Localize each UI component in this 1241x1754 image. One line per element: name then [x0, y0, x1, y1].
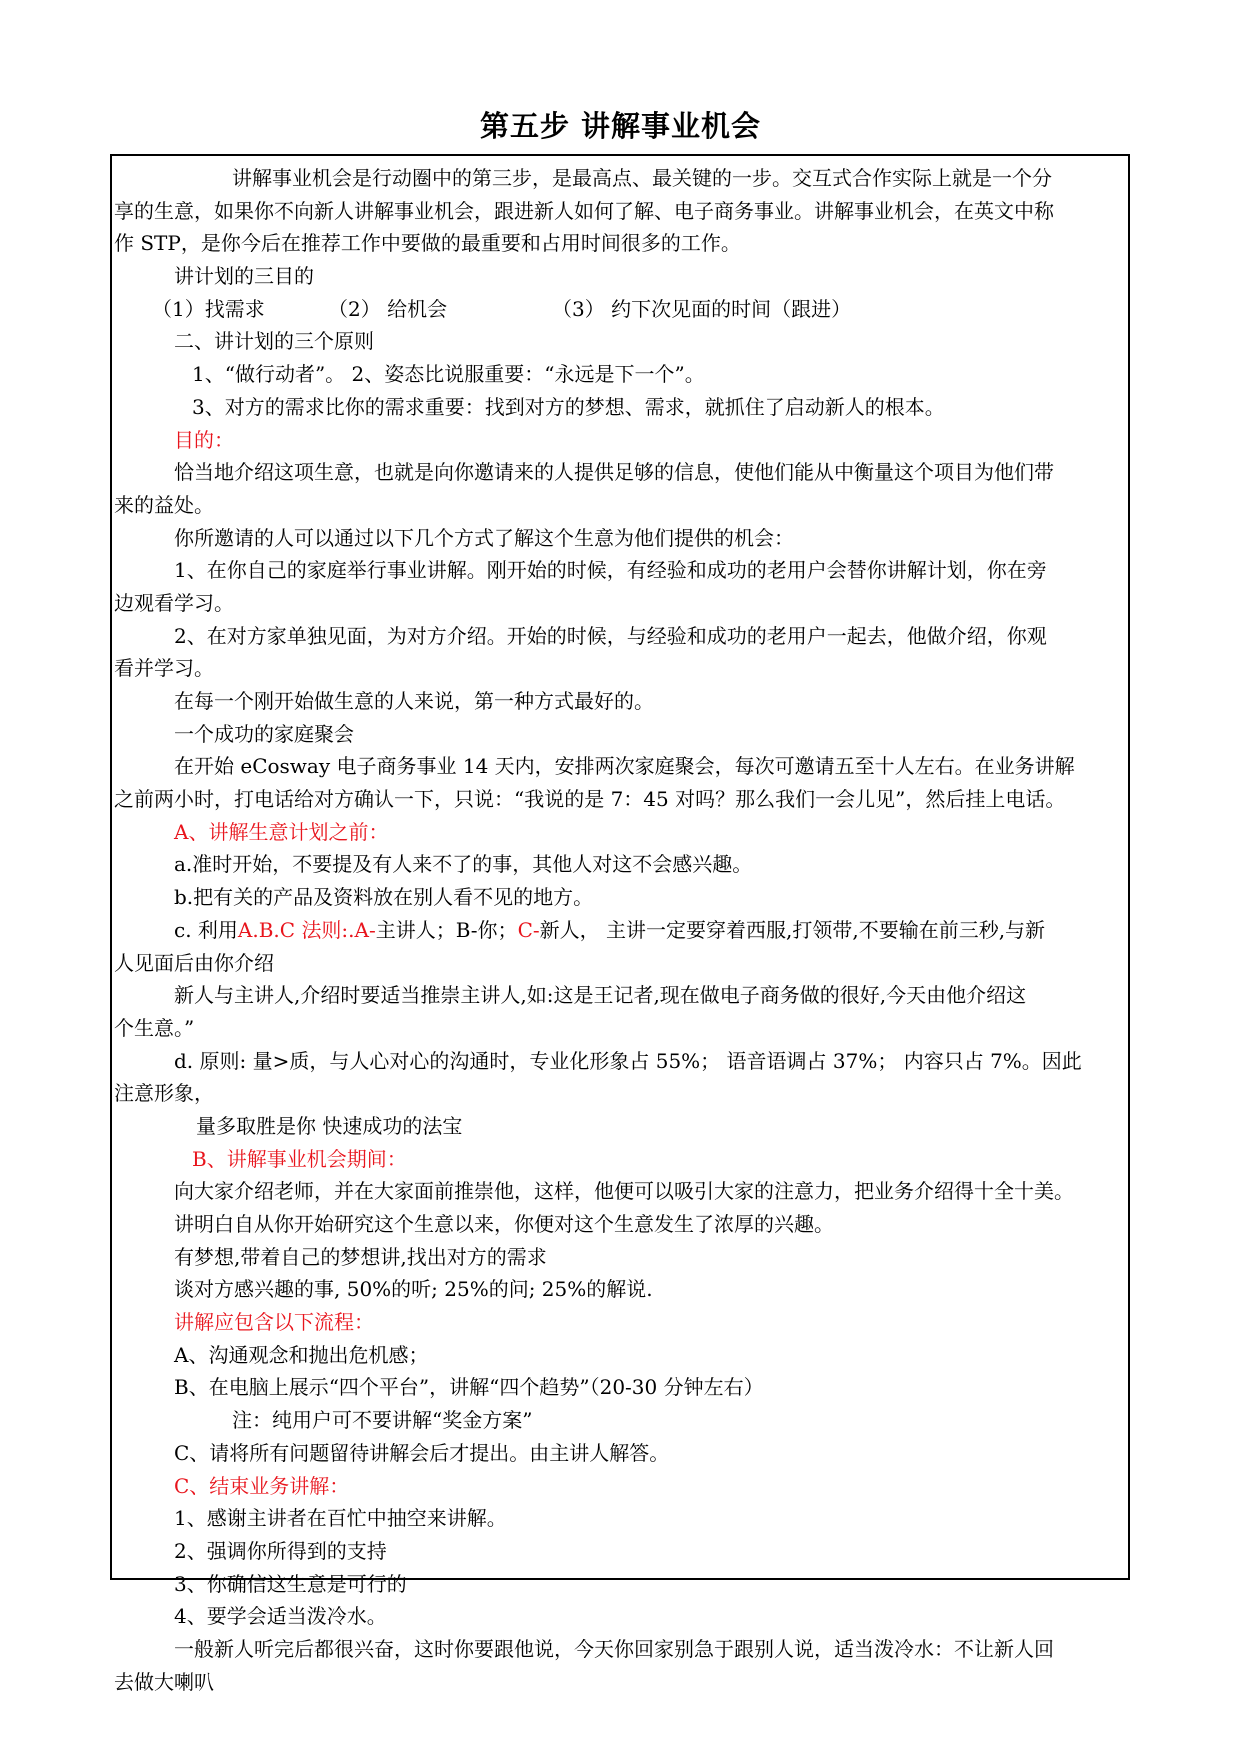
heading-line: 二、讲计划的三个原则	[174, 329, 374, 354]
list-item: 2、强调你所得到的支持	[174, 1538, 387, 1563]
list-item	[114, 914, 1128, 947]
section-heading: B、讲解事业机会期间：	[192, 1146, 407, 1171]
list-item: 4、要学会适当泼冷水。	[174, 1604, 387, 1629]
paragraph-line: 注意形象，	[114, 1081, 214, 1106]
list-item: A、沟通观念和抛出危机感；	[174, 1342, 429, 1367]
paragraph-line: 量多取胜是你 快速成功的法宝	[196, 1113, 463, 1138]
content-body	[114, 162, 1128, 1698]
text-run-highlight: A.B.C 法则:.A-	[237, 917, 376, 942]
list-item: 1、感谢主讲者在百忙中抽空来讲解。	[174, 1506, 507, 1531]
paragraph-line: 新人与主讲人,介绍时要适当推崇主讲人,如:这是王记者,现在做电子商务做的很好,今天由他介绍这	[174, 983, 1027, 1008]
purpose-row	[114, 293, 1128, 326]
paragraph-line: 作 STP，是你今后在推荐工作中要做的最重要和占用时间很多的工作。	[114, 231, 741, 256]
paragraph-line: 看并学习。	[114, 656, 214, 681]
list-item: C、请将所有问题留待讲解会后才提出。由主讲人解答。	[174, 1440, 670, 1465]
paragraph-line: 来的益处。	[114, 492, 214, 517]
paragraph-line: 讲明白自从你开始研究这个生意以来，你便对这个生意发生了浓厚的兴趣。	[174, 1212, 834, 1236]
purpose-item: （2） 给机会	[328, 296, 448, 321]
section-heading: C、结束业务讲解：	[174, 1473, 350, 1498]
text-run: c. 利用	[174, 917, 238, 942]
list-item: B、在电脑上展示“四个平台”，讲解“四个趋势”（20-30 分钟左右）	[174, 1375, 764, 1400]
list-item: 1、在你自己的家庭举行事业讲解。刚开始的时候，有经验和成功的老用户会替你讲解计划，你在旁	[174, 558, 1047, 583]
paragraph-line: 享的生意，如果你不向新人讲解事业机会，跟进新人如何了解、电子商务事业。讲解事业机会，在英文中称	[114, 198, 1054, 223]
list-item: b.把有关的产品及资料放在别人看不见的地方。	[174, 885, 594, 910]
paragraph-line: 向大家介绍老师，并在大家面前推崇他，这样，他便可以吸引大家的注意力，把业务介绍得十全十美。	[174, 1179, 1074, 1204]
paragraph-line: 人见面后由你介绍	[114, 950, 274, 975]
paragraph-line: 之前两小时，打电话给对方确认一下，只说：“我说的是 7：45 对吗？那么我们一会儿见”，然后挂上电话。	[114, 787, 1066, 812]
section-heading: A、讲解生意计划之前：	[174, 819, 389, 844]
list-item: 2、在对方家单独见面，为对方介绍。开始的时候，与经验和成功的老用户一起去，他做介绍，你观	[174, 623, 1047, 648]
paragraph-line: 你所邀请的人可以通过以下几个方式了解这个生意为他们提供的机会：	[174, 525, 794, 550]
paragraph-line: 去做大喇叭	[114, 1669, 214, 1694]
section-heading: 目的：	[174, 427, 234, 452]
text-run: 主讲人；B-你；	[375, 917, 518, 942]
paragraph-line: 在开始 eCosway 电子商务事业 14 天内，安排两次家庭聚会，每次可邀请五至十人左右。在业务讲解	[174, 754, 1075, 779]
list-item: d. 原则: 量>质，与人心对心的沟通时，专业化形象占 55%； 语音语调占 37%； 内容只占 7%。因此	[174, 1048, 1082, 1073]
purpose-item: （1）找需求	[152, 296, 265, 321]
paragraph-line: 个生意。”	[114, 1015, 195, 1040]
paragraph-line: 讲解事业机会是行动圈中的第三步，是最高点、最关键的一步。交互式合作实际上就是一个分	[232, 166, 1052, 190]
list-item: 1、“做行动者”。 2、姿态比说服重要：“永远是下一个”。	[192, 362, 705, 387]
purpose-item: （3） 约下次见面的时间（跟进）	[552, 296, 852, 321]
section-heading: 讲解应包含以下流程：	[174, 1310, 374, 1335]
list-item: 3、你确信这生意是可行的	[174, 1571, 407, 1596]
heading-line: 讲计划的三目的	[174, 264, 314, 289]
paragraph-line: 恰当地介绍这项生意，也就是向你邀请来的人提供足够的信息，使他们能从中衡量这个项目为他们带	[174, 460, 1054, 485]
content-table	[110, 154, 1130, 1694]
page-title: 第五步 讲解事业机会	[479, 109, 762, 143]
paragraph-line: 边观看学习。	[114, 590, 234, 615]
text-run-highlight: C-	[517, 917, 540, 942]
heading-line: 一个成功的家庭聚会	[174, 721, 354, 746]
paragraph-line: 谈对方感兴趣的事, 50%的听; 25%的问; 25%的解说.	[174, 1277, 653, 1302]
note-line: 注：纯用户可不要讲解“奖金方案”	[232, 1408, 533, 1433]
paragraph-line: 一般新人听完后都很兴奋，这时你要跟他说，今天你回家别急于跟别人说，适当泼冷水：不让新人回	[174, 1636, 1054, 1661]
list-item: 3、对方的需求比你的需求重要：找到对方的梦想、需求，就抓住了启动新人的根本。	[192, 394, 945, 419]
list-item: a.准时开始，不要提及有人来不了的事，其他人对这不会感兴趣。	[174, 852, 753, 877]
paragraph-line: 有梦想,带着自己的梦想讲,找出对方的需求	[174, 1244, 547, 1269]
text-run: 新人， 主讲一定要穿着西服,打领带,不要输在前三秒,与新	[539, 917, 1046, 942]
paragraph-line: 在每一个刚开始做生意的人来说，第一种方式最好的。	[174, 689, 654, 713]
